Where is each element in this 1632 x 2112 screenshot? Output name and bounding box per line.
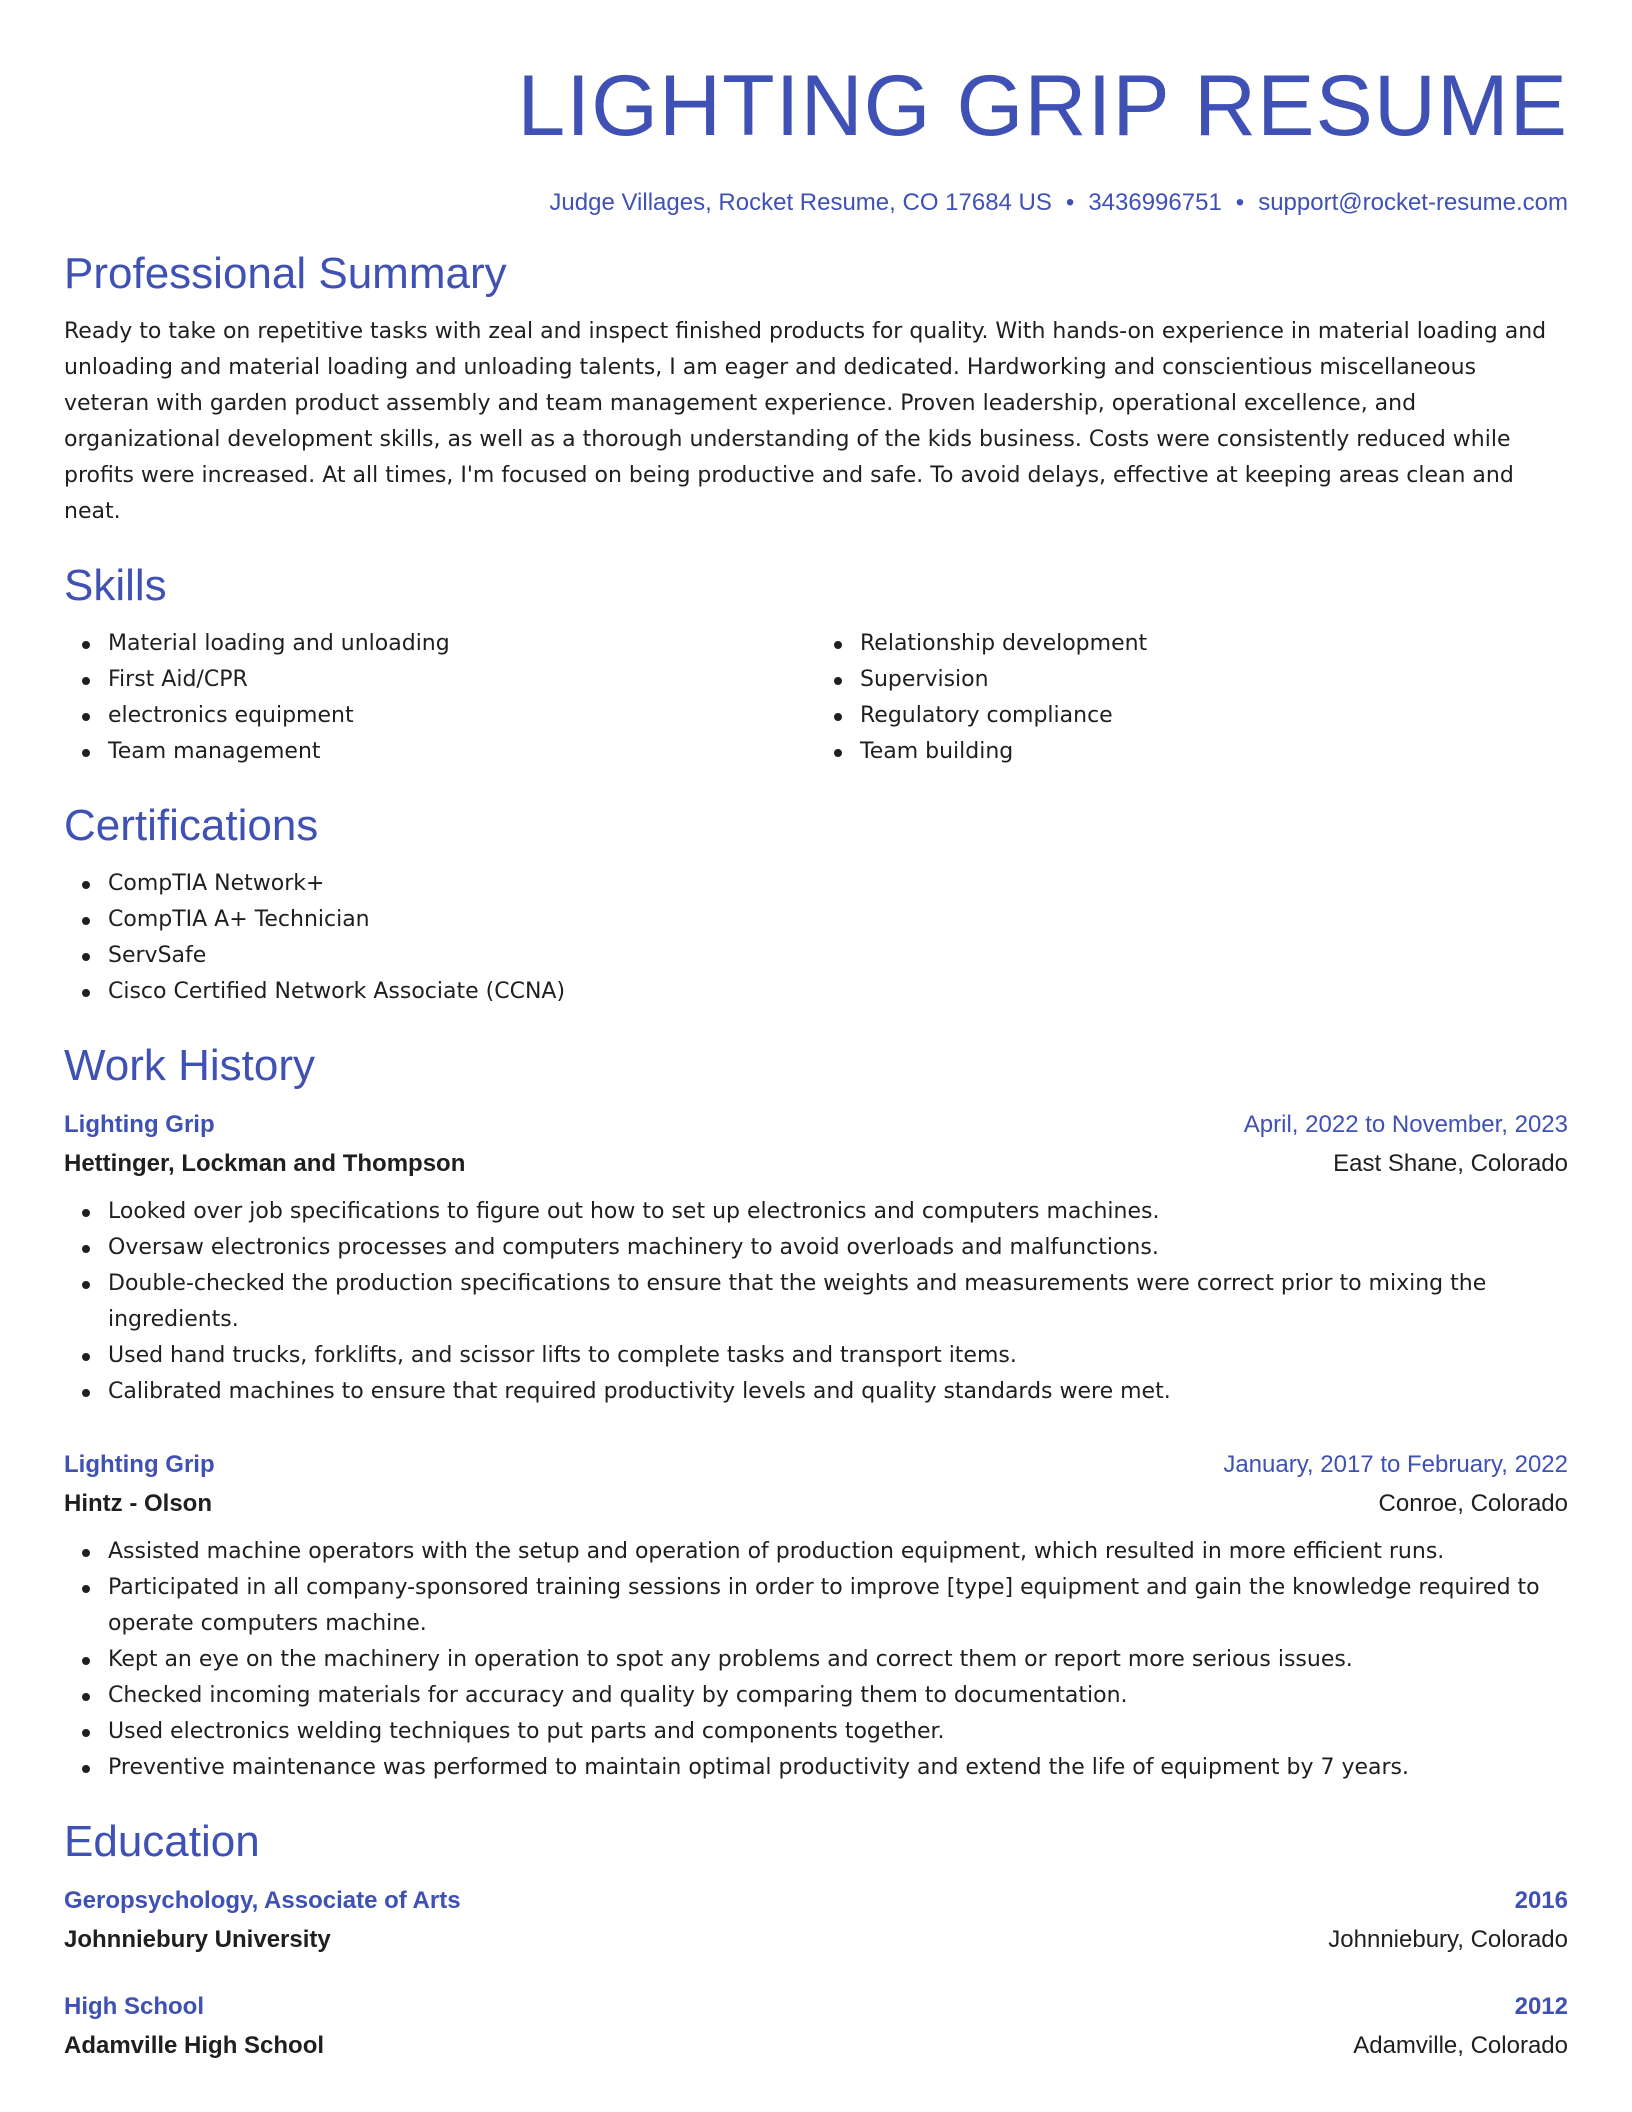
education-degree: Geropsychology, Associate of Arts (64, 1887, 461, 1914)
resume-title: LIGHTING GRIP RESUME (517, 58, 1568, 154)
skill-item: Team management (108, 734, 816, 770)
contact-separator: • (1065, 189, 1075, 216)
certification-item: Cisco Certified Network Associate (CCNA) (108, 974, 1568, 1010)
job-location: East Shane, Colorado (1333, 1150, 1568, 1177)
certifications-heading: Certifications (64, 801, 319, 850)
job-company-row (64, 1484, 1568, 1524)
education-degree: High School (64, 1993, 204, 2020)
education-heading: Education (64, 1817, 260, 1866)
job-entry (64, 1446, 1568, 1786)
job-duty: Calibrated machines to ensure that required productivity levels and quality standards were met. (108, 1374, 1568, 1410)
skill-item: Material loading and unloading (108, 626, 816, 662)
education-school-row (64, 2026, 1568, 2066)
education-entry (64, 1988, 1568, 2066)
resume-header (64, 0, 1568, 218)
job-title-row (64, 1106, 1568, 1144)
certification-item: ServSafe (108, 938, 1568, 974)
education-school-row (64, 1920, 1568, 1960)
certifications-list (64, 866, 1568, 1010)
contact-email: support@rocket-resume.com (1258, 189, 1568, 216)
education-school: Johnniebury University (64, 1926, 331, 1953)
contact-phone: 3436996751 (1088, 189, 1222, 216)
certification-item: CompTIA Network+ (108, 866, 1568, 902)
skills-section (64, 560, 1568, 770)
skill-item: Supervision (860, 662, 1568, 698)
job-dates: January, 2017 to February, 2022 (1223, 1451, 1568, 1478)
job-company: Hintz - Olson (64, 1490, 212, 1517)
skill-item: Team building (860, 734, 1568, 770)
job-location: Conroe, Colorado (1378, 1490, 1568, 1517)
education-location: Adamville, Colorado (1353, 2032, 1568, 2059)
contact-line (64, 188, 1568, 218)
skills-list-right (816, 626, 1568, 770)
skills-list-left (64, 626, 816, 770)
summary-text: Ready to take on repetitive tasks with zeal and inspect finished products for quality. With hands-on experience in material loading and unloading and material loading and unloading talents, I am eager and dedicated. Hardworking and conscientious miscellaneous veteran with garden product assembly and team management experience. Proven leadership, operational excellence, and organizational development skills, as well as a thorough understanding of the kids business. Costs were consistently reduced while profits were increased. At all times, I'm focused on being productive and safe. To avoid delays, effective at keeping areas clean and neat. (64, 319, 1547, 524)
skill-item: Regulatory compliance (860, 698, 1568, 734)
job-duty: Kept an eye on the machinery in operation to spot any problems and correct them or report more serious issues. (108, 1642, 1568, 1678)
work-history-section (64, 1040, 1568, 1786)
education-section (64, 1816, 1568, 2066)
education-entry (64, 1882, 1568, 1960)
certifications-section (64, 800, 1568, 1010)
education-degree-row (64, 1882, 1568, 1920)
job-duty: Used hand trucks, forklifts, and scissor lifts to complete tasks and transport items. (108, 1338, 1568, 1374)
work-history-heading: Work History (64, 1041, 315, 1090)
contact-address: Judge Villages, Rocket Resume, CO 17684 US (549, 189, 1052, 216)
job-duties-list (64, 1194, 1568, 1410)
job-duty: Assisted machine operators with the setup and operation of production equipment, which resulted in more efficient runs. (108, 1534, 1568, 1570)
summary-heading: Professional Summary (64, 249, 507, 298)
job-duty: Looked over job specifications to figure out how to set up electronics and computers machines. (108, 1194, 1568, 1230)
job-duty: Double-checked the production specifications to ensure that the weights and measurements were correct prior to mixing the ingredients. (108, 1266, 1568, 1338)
job-title-row (64, 1446, 1568, 1484)
job-duty: Preventive maintenance was performed to maintain optimal productivity and extend the life of equipment by 7 years. (108, 1750, 1568, 1786)
contact-separator: • (1235, 189, 1245, 216)
education-location: Johnniebury, Colorado (1328, 1926, 1568, 1953)
education-degree-row (64, 1988, 1568, 2026)
skills-grid (64, 626, 1568, 770)
job-role: Lighting Grip (64, 1111, 215, 1138)
job-duty: Oversaw electronics processes and computers machinery to avoid overloads and malfunctions. (108, 1230, 1568, 1266)
summary-section (64, 248, 1568, 530)
job-duty: Participated in all company-sponsored training sessions in order to improve [type] equipment and gain the knowledge required to operate computers machine. (108, 1570, 1568, 1642)
job-duty: Checked incoming materials for accuracy and quality by comparing them to documentation. (108, 1678, 1568, 1714)
job-duty: Used electronics welding techniques to put parts and components together. (108, 1714, 1568, 1750)
education-school: Adamville High School (64, 2032, 325, 2059)
job-duties-list (64, 1534, 1568, 1786)
job-company: Hettinger, Lockman and Thompson (64, 1150, 466, 1177)
education-year: 2012 (1514, 1993, 1568, 2020)
skill-item: Relationship development (860, 626, 1568, 662)
education-year: 2016 (1514, 1887, 1568, 1914)
certification-item: CompTIA A+ Technician (108, 902, 1568, 938)
skill-item: electronics equipment (108, 698, 816, 734)
skill-item: First Aid/CPR (108, 662, 816, 698)
skills-heading: Skills (64, 561, 167, 610)
job-company-row (64, 1144, 1568, 1184)
job-role: Lighting Grip (64, 1451, 215, 1478)
job-entry (64, 1106, 1568, 1410)
job-dates: April, 2022 to November, 2023 (1243, 1111, 1568, 1138)
